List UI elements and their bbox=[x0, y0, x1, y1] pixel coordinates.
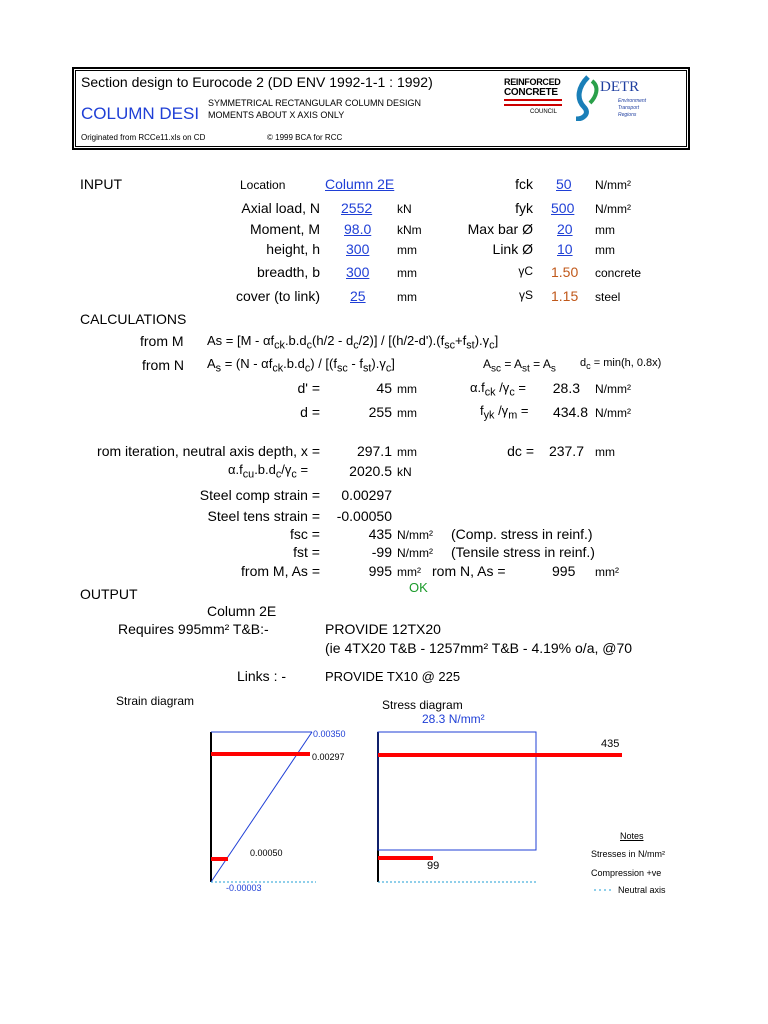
fyk-gamma-unit: N/mm² bbox=[595, 406, 631, 420]
d-value: 255 bbox=[368, 404, 392, 420]
axial-load-unit: kN bbox=[397, 202, 412, 216]
notes-neutral-axis: Neutral axis bbox=[618, 885, 666, 895]
dc-label: dc = bbox=[507, 443, 534, 459]
neutral-axis-value: 297.1 bbox=[356, 443, 392, 459]
from-m-formula: $As = [M - \alpha f_{ck}.b.d_c(h/2 - d_c/2)] / [(h/2-d').(f_{sc}+f_{st}).\gamma_c]$ bbox=[207, 333, 499, 352]
links-value: PROVIDE TX10 @ 225 bbox=[325, 669, 461, 684]
moment-input[interactable]: 98.0 bbox=[344, 221, 372, 237]
links-label: Links : - bbox=[237, 668, 287, 684]
gamma-c-value: 1.50 bbox=[551, 264, 579, 280]
fyk-unit: N/mm² bbox=[595, 202, 631, 216]
fst-note: (Tensile stress in reinf.) bbox=[451, 544, 595, 560]
strain-top-label: 0.00350 bbox=[313, 729, 346, 739]
stress-comp-label: 435 bbox=[601, 738, 620, 750]
alpha-fcu-value: 2020.5 bbox=[349, 463, 392, 479]
as-from-n-unit: mm² bbox=[595, 565, 619, 579]
subtitle-line1: SYMMETRICAL RECTANGULAR COLUMN DESIGN bbox=[208, 98, 422, 108]
fyk-gamma-value: 434.8 bbox=[552, 404, 588, 420]
asc-equality: $A_{sc} = A_{st} = A_s$ bbox=[483, 357, 556, 375]
subtitle-line2: MOMENTS ABOUT X AXIS ONLY bbox=[208, 110, 345, 120]
moment-unit: kNm bbox=[397, 223, 422, 237]
strain-tens-label: 0.00050 bbox=[250, 848, 283, 858]
stress-block bbox=[378, 732, 536, 850]
cover-unit: mm bbox=[397, 290, 417, 304]
location-input[interactable]: Column 2E bbox=[325, 176, 395, 192]
d-prime-unit: mm bbox=[397, 382, 417, 396]
page-title: Section design to Eurocode 2 (DD ENV 1992-1-1 : 1992) bbox=[81, 74, 433, 90]
breadth-label: breadth, b bbox=[256, 264, 320, 280]
provide-text: PROVIDE 12TX20 bbox=[325, 621, 441, 637]
provide-detail: (ie 4TX20 T&B - 1257mm² T&B - 4.19% o/a, @70 bbox=[325, 640, 633, 656]
dc-value: 237.7 bbox=[548, 443, 584, 459]
stress-top-label: 28.3 N/mm² bbox=[422, 712, 485, 726]
alpha-fcu-unit: kN bbox=[397, 465, 412, 479]
neutral-axis-unit: mm bbox=[397, 445, 417, 459]
as-from-n-value: 995 bbox=[552, 563, 576, 579]
column-design-title: COLUMN DESI bbox=[81, 104, 200, 123]
dc-unit: mm bbox=[595, 445, 615, 459]
copyright-text: © 1999 BCA for RCC bbox=[267, 133, 343, 142]
gamma-c-label: γC bbox=[518, 264, 533, 278]
stress-diagram-title: Stress diagram bbox=[382, 698, 463, 712]
fst-value: -99 bbox=[371, 544, 392, 560]
d-unit: mm bbox=[397, 406, 417, 420]
neutral-axis-label: rom iteration, neutral axis depth, x = bbox=[97, 443, 320, 459]
fyk-input[interactable]: 500 bbox=[551, 200, 575, 216]
strain-bottom-label: -0.00003 bbox=[226, 883, 262, 893]
d-prime-value: 45 bbox=[376, 380, 392, 396]
fsc-label: fsc = bbox=[290, 526, 320, 542]
breadth-input[interactable]: 300 bbox=[346, 264, 370, 280]
strain-comp-label: 0.00297 bbox=[312, 752, 345, 762]
alpha-fcu-label: $\alpha.f_{cu}.b.d_c/\gamma_c$ = bbox=[228, 462, 309, 481]
originated-text: Originated from RCCe11.xls on CD bbox=[81, 133, 206, 142]
alpha-fck-unit: N/mm² bbox=[595, 382, 631, 396]
ok-status: OK bbox=[409, 580, 428, 595]
link-dia-unit: mm bbox=[595, 243, 615, 257]
from-n-label: from N bbox=[142, 357, 184, 373]
moment-label: Moment, M bbox=[249, 221, 320, 237]
link-dia-input[interactable]: 10 bbox=[557, 241, 573, 257]
tens-strain-value: -0.00050 bbox=[336, 508, 392, 524]
gamma-s-unit: steel bbox=[595, 290, 621, 304]
cover-input[interactable]: 25 bbox=[350, 288, 366, 304]
output-heading: OUTPUT bbox=[80, 586, 138, 602]
reinforced-concrete-council-logo: REINFORCED CONCRETE COUNCIL bbox=[504, 77, 561, 115]
location-label: Location bbox=[240, 178, 286, 192]
detr-logo: DETR Environment Transport Regions bbox=[574, 73, 686, 121]
link-dia-label: Link Ø bbox=[492, 241, 533, 257]
max-bar-input[interactable]: 20 bbox=[557, 221, 573, 237]
fck-label: fck bbox=[515, 176, 533, 192]
axial-load-label: Axial load, N bbox=[241, 200, 320, 216]
as-from-m-value: 995 bbox=[368, 563, 392, 579]
breadth-unit: mm bbox=[397, 266, 417, 280]
notes-compression: Compression +ve bbox=[591, 868, 662, 878]
fyk-label: fyk bbox=[515, 200, 533, 216]
as-from-m-label: from M, As = bbox=[241, 563, 320, 579]
notes-units: Stresses in N/mm² bbox=[591, 849, 666, 859]
comp-strain-label: Steel comp strain = bbox=[199, 487, 320, 503]
d-prime-label: d' = bbox=[297, 380, 320, 396]
max-bar-unit: mm bbox=[595, 223, 615, 237]
stress-tens-label: 99 bbox=[427, 860, 440, 872]
fst-unit: N/mm² bbox=[397, 546, 433, 560]
axial-load-input[interactable]: 2552 bbox=[341, 200, 373, 216]
gamma-c-unit: concrete bbox=[595, 266, 642, 280]
as-from-m-unit: mm² bbox=[397, 565, 421, 579]
fck-unit: N/mm² bbox=[595, 178, 631, 192]
fsc-unit: N/mm² bbox=[397, 528, 433, 542]
from-m-label: from M bbox=[140, 333, 184, 349]
alpha-fck-value: 28.3 bbox=[552, 380, 580, 396]
input-heading: INPUT bbox=[80, 176, 122, 192]
fsc-value: 435 bbox=[368, 526, 392, 542]
height-label: height, h bbox=[266, 241, 320, 257]
fck-input[interactable]: 50 bbox=[556, 176, 572, 192]
height-input[interactable]: 300 bbox=[346, 241, 370, 257]
requires-text: Requires 995mm² T&B:- bbox=[118, 621, 269, 637]
max-bar-label: Max bar Ø bbox=[467, 221, 533, 237]
output-column: Column 2E bbox=[207, 603, 277, 619]
from-n-formula: $A_s = (N - \alpha f_{ck}.b.d_c) / [(f_{sc} - f_{st}).\gamma_c]$ bbox=[207, 356, 395, 375]
height-unit: mm bbox=[397, 243, 417, 257]
alpha-fck-label: $\alpha.f_{ck}$ $/\gamma_c$ = bbox=[470, 380, 526, 399]
gamma-s-label: γS bbox=[518, 288, 533, 302]
dc-definition: $d_c = \min(h$, 0.8x) bbox=[580, 357, 662, 372]
d-label: d = bbox=[300, 404, 320, 420]
fsc-note: (Comp. stress in reinf.) bbox=[451, 526, 593, 542]
cover-label: cover (to link) bbox=[235, 288, 320, 304]
calculations-heading: CALCULATIONS bbox=[80, 311, 187, 327]
gamma-s-value: 1.15 bbox=[551, 288, 579, 304]
notes-title: Notes bbox=[620, 831, 644, 841]
tens-strain-label: Steel tens strain = bbox=[207, 508, 320, 524]
fyk-gamma-label: $f_{yk}$ $/\gamma_m$ = bbox=[480, 403, 529, 422]
fst-label: fst = bbox=[293, 544, 320, 560]
comp-strain-value: 0.00297 bbox=[341, 487, 392, 503]
as-from-n-label: rom N, As = bbox=[432, 563, 506, 579]
strain-diagram-title: Strain diagram bbox=[116, 694, 195, 708]
